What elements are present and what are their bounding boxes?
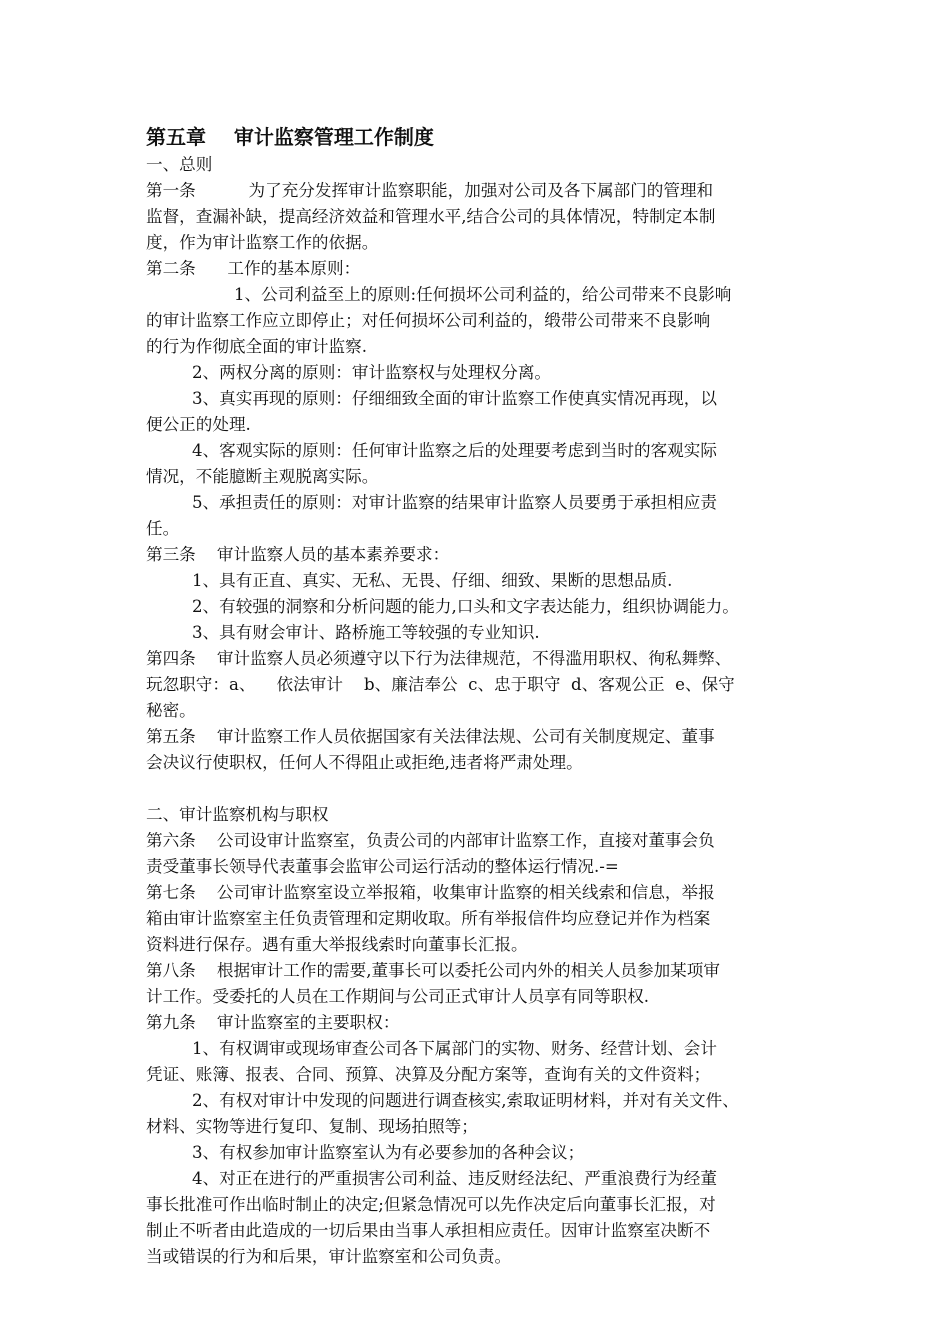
principle-5-line-2: 任。 — [146, 519, 180, 538]
article-6-line-1: 第六条 公司设审计监察室，负责公司的内部审计监察工作，直接对董事会负 — [146, 831, 715, 850]
article-9-heading: 第九条 审计监察室的主要职权： — [146, 1013, 400, 1032]
article-1-line-1: 第一条 为了充分发挥审计监察职能，加强对公司及各下属部门的管理和 — [146, 181, 714, 200]
power-4-line-4: 当或错误的行为和后果，审计监察室和公司负责。 — [146, 1247, 512, 1266]
article-5-line-2: 会决议行使职权，任何人不得阻止或拒绝,违者将严肃处理。 — [146, 753, 583, 772]
article-4-line-3: 秘密。 — [146, 701, 196, 720]
article-1-line-3: 度，作为审计监察工作的依据。 — [146, 233, 379, 252]
article-7-line-2: 箱由审计监察室主任负责管理和定期收取。所有举报信件均应登记并作为档案 — [146, 909, 711, 928]
article-2-heading: 第二条 工作的基本原则： — [146, 259, 361, 278]
article-4-line-2: 玩忽职守：a、 依法审计 b、廉洁奉公 c、忠于职守 d、客观公正 e、保守 — [146, 675, 735, 694]
power-2-line-2: 材料、实物等进行复印、复制、现场拍照等； — [146, 1117, 478, 1136]
article-8-line-1: 第八条 根据审计工作的需要,董事长可以委托公司内外的相关人员参加某项审 — [146, 961, 720, 980]
principle-5-line-1: 5、承担责任的原则：对审计监察的结果审计监察人员要勇于承担相应责 — [192, 493, 717, 512]
power-1-line-2: 凭证、账簿、报表、合同、预算、决算及分配方案等，查询有关的文件资料； — [146, 1065, 711, 1084]
power-3-line-1: 3、有权参加审计监察室认为有必要参加的各种会议； — [192, 1143, 585, 1162]
document-body — [146, 122, 826, 1270]
article-6-line-2: 责受董事长领导代表董事会监审公司运行活动的整体运行情况.-= — [146, 857, 619, 876]
principle-3-line-2: 便公正的处理. — [146, 415, 251, 434]
principle-2-line-1: 2、两权分离的原则：审计监察权与处理权分离。 — [192, 363, 552, 382]
principle-3-line-1: 3、真实再现的原则：仔细细致全面的审计监察工作使真实情况再现，以 — [192, 389, 717, 408]
quality-3-line: 3、具有财会审计、路桥施工等较强的专业知识. — [192, 623, 540, 642]
blank-line — [146, 776, 826, 802]
power-2-line-1: 2、有权对审计中发现的问题进行调查核实,索取证明材料，并对有关文件、 — [192, 1091, 739, 1110]
power-4-line-2: 事长批准可作出临时制止的决定;但紧急情况可以先作决定后向董事长汇报，对 — [146, 1195, 716, 1214]
section-heading-organization: 二、审计监察机构与职权 — [146, 805, 329, 824]
principle-1-line-3: 的行为作彻底全面的审计监察. — [146, 337, 367, 356]
article-3-heading: 第三条 审计监察人员的基本素养要求： — [146, 545, 450, 564]
quality-2-line: 2、有较强的洞察和分析问题的能力,口头和文字表达能力，组织协调能力。 — [192, 597, 739, 616]
quality-1-line: 1、具有正直、真实、无私、无畏、仔细、细致、果断的思想品质. — [192, 571, 673, 590]
article-8-line-2: 计工作。受委托的人员在工作期间与公司正式审计人员享有同等职权. — [146, 987, 650, 1006]
article-4-line-1: 第四条 审计监察人员必须遵守以下行为法律规范，不得滥用职权、徇私舞弊、 — [146, 649, 732, 668]
principle-1-line-1: 1、公司利益至上的原则:任何损坏公司利益的，给公司带来不良影响 — [234, 285, 732, 304]
article-1-line-2: 监督，查漏补缺，提高经济效益和管理水平,结合公司的具体情况，特制定本制 — [146, 207, 716, 226]
chapter-title: 第五章 审计监察管理工作制度 — [146, 125, 434, 149]
article-5-line-1: 第五条 审计监察工作人员依据国家有关法律法规、公司有关制度规定、董事 — [146, 727, 715, 746]
section-heading-general: 一、总则 — [146, 155, 213, 174]
principle-4-line-2: 情况，不能臆断主观脱离实际。 — [146, 467, 379, 486]
article-7-line-1: 第七条 公司审计监察室设立举报箱，收集审计监察的相关线索和信息，举报 — [146, 883, 715, 902]
power-4-line-3: 制止不听者由此造成的一切后果由当事人承担相应责任。因审计监察室决断不 — [146, 1221, 711, 1240]
principle-1-line-2: 的审计监察工作应立即停止；对任何损坏公司利益的，缎带公司带来不良影响 — [146, 311, 711, 330]
power-4-line-1: 4、对正在进行的严重损害公司利益、违反财经法纪、严重浪费行为经董 — [192, 1169, 717, 1188]
power-1-line-1: 1、有权调审或现场审查公司各下属部门的实物、财务、经营计划、会计 — [192, 1039, 717, 1058]
principle-4-line-1: 4、客观实际的原则：任何审计监察之后的处理要考虑到当时的客观实际 — [192, 441, 717, 460]
article-7-line-3: 资料进行保存。遇有重大举报线索时向董事长汇报。 — [146, 935, 528, 954]
